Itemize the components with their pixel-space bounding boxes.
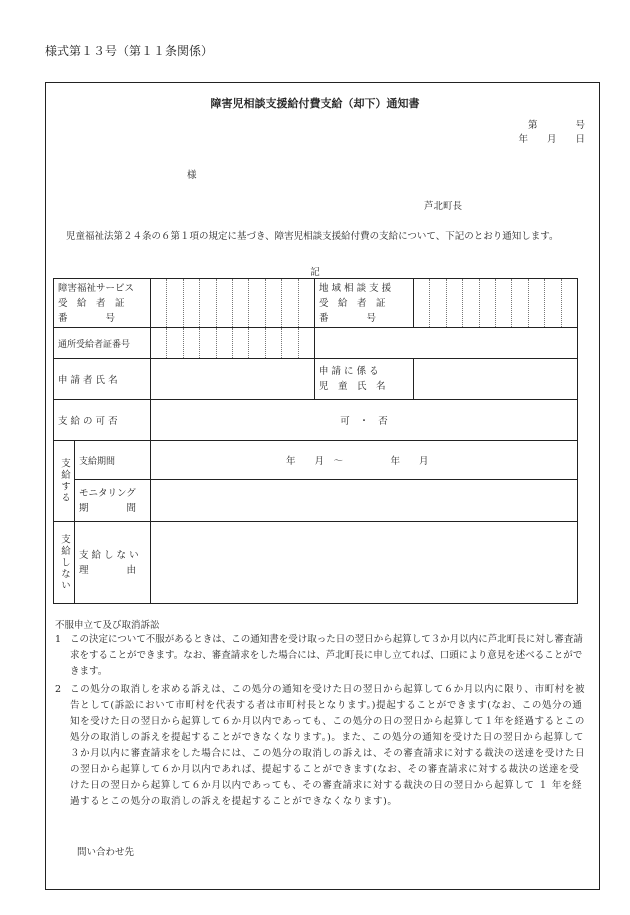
period-row (54, 441, 578, 480)
child-label-line: 申 請 に 係 る (319, 366, 379, 377)
monitoring-field[interactable] (151, 480, 578, 522)
reason-field[interactable] (151, 522, 578, 604)
applicant-name-field[interactable] (151, 359, 315, 400)
monitoring-label-line: 期 間 (79, 502, 137, 514)
regional-label-line: 地 域 相 談 支 援 (319, 282, 392, 294)
regional-certificate-label (315, 279, 414, 328)
certificate-label-line: 障害福祉サービス (58, 282, 135, 294)
approval-label: 支 給 の 可 否 (54, 400, 151, 441)
provide-group-label: 支給する (54, 441, 75, 522)
appeal-item (55, 682, 589, 810)
certificate-label-line: 番 号 (58, 312, 116, 324)
recipient-honorific: 様 (187, 170, 197, 181)
appeal-item-number: 2 (55, 684, 62, 695)
certificate-row (54, 279, 578, 328)
monitoring-label-line: モニタリング (79, 487, 136, 499)
appeal-item-number: 1 (55, 634, 62, 645)
facility-cert-blank (315, 328, 578, 359)
certificate-number-label (54, 279, 151, 328)
document-date: 年 月 日 (518, 134, 585, 145)
facility-cert-row (54, 328, 578, 359)
applicant-row (54, 359, 578, 400)
child-name-label (315, 359, 414, 400)
regional-certificate-boxes[interactable] (414, 279, 578, 328)
appeal-heading: 不服申立て及び取消訴訟 (55, 620, 160, 631)
facility-cert-boxes[interactable] (151, 328, 315, 359)
contact-label: 問い合わせ先 (77, 847, 135, 858)
reason-label-line: 支 給 し な い (79, 549, 139, 561)
monitoring-row (54, 480, 578, 522)
period-value[interactable]: 年 月 ～ 年 月 (151, 441, 578, 480)
document-title: 障害児相談支援給付費支給（却下）通知書 (210, 97, 420, 110)
period-label: 支給期間 (75, 441, 151, 480)
details-table (53, 278, 578, 604)
body-paragraph: 児童福祉法第２４条の６第１項の規定に基づき、障害児相談支援給付費の支給について、下記のとおり通知します。 (66, 231, 559, 242)
facility-cert-label: 通所受給者証番号 (54, 328, 151, 359)
approval-row (54, 400, 578, 441)
document-number: 第 号 (527, 120, 585, 131)
form-number-label: 様式第１３号（第１１条関係） (45, 44, 214, 58)
issuer-name: 芦北町長 (424, 201, 463, 212)
monitoring-label (75, 480, 151, 522)
certificate-number-boxes[interactable] (151, 279, 315, 328)
reason-label (75, 522, 151, 604)
regional-label-line: 番 号 (319, 312, 377, 324)
reason-label-line: 理 由 (79, 564, 137, 576)
appeal-item-text: この処分の取消しを求める訴えは、この処分の通知を受けた日の翌日から起算して６か月以内に限り、市町村を被告として(訴訟において市町村を代表する者は市町村長となります。)提起することができます(なお、この処分の通知を受けた日の翌日から起算して６か月以内であっても、この処分の日の翌日から起算して１年を経過するとこの処分の取消しの訴えを提起することができなくなります。)。また、この処分の通知を受けた日の翌日から起算して３か月以内に審査請求をした場合には、この処分の取消しの訴えは、その審査請求に対する裁決の送達を受けた日の翌日から起算して６か月以内であれば、提起することができます(なお、その審査請求に対する裁決の送達を受けた日の翌日から起算して６か月以内であっても、その審査請求に対する裁決の日の翌日から起算して １ 年を経過するとこの処分の取消しの訴えを提起することができなくなります)。 (70, 684, 586, 807)
appeal-item (55, 632, 589, 680)
approval-value[interactable]: 可 ・ 否 (151, 400, 578, 441)
appeal-item-text: この決定について不服があるときは、この通知書を受け取った日の翌日から起算して３か月以内に芦北町長に対し審査請求をすることができます。なお、審査請求をした場合には、芦北町長に申し立てれば、口頭により意見を述べることができます。 (70, 634, 583, 677)
not-provide-group-label: 支給しない (54, 522, 75, 604)
child-label-line: 児 童 氏 名 (319, 381, 386, 392)
child-name-field[interactable] (414, 359, 578, 400)
reason-row (54, 522, 578, 604)
regional-label-line: 受 給 者 証 (319, 297, 386, 309)
ki-marker: 記 (310, 267, 320, 278)
applicant-name-label: 申 請 者 氏 名 (54, 359, 151, 400)
certificate-label-line: 受 給 者 証 (58, 297, 125, 309)
